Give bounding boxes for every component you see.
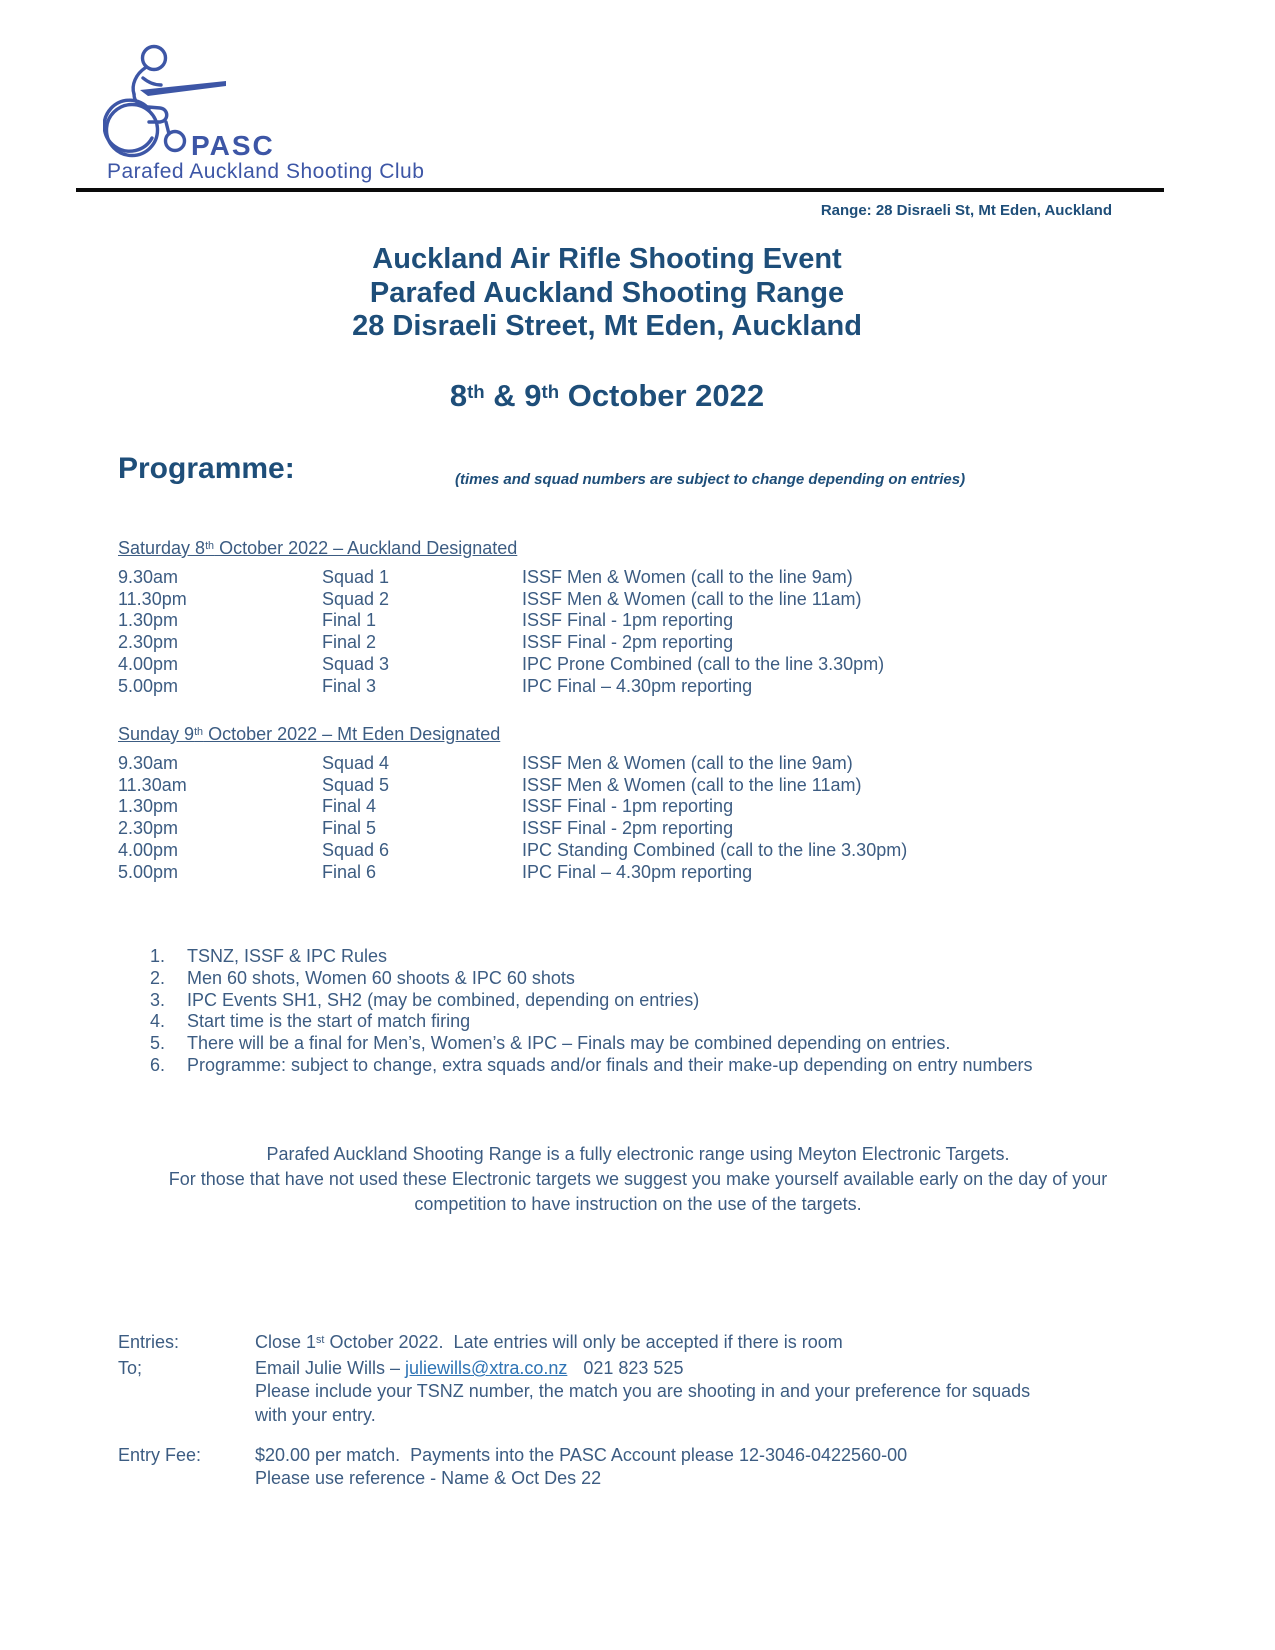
squad-cell: Final 1 — [322, 610, 377, 631]
electronic-targets-notice — [110, 1142, 1166, 1217]
detail-cell: ISSF Men & Women (call to the line 9am) — [522, 567, 853, 587]
rule-item — [150, 1033, 1150, 1055]
schedule-row — [118, 840, 1158, 862]
rule-text: Programme: subject to change, extra squads and/or finals and their make-up depending on entry numbers — [187, 1054, 1033, 1075]
rule-number: 4. — [150, 1011, 166, 1032]
saturday-rows — [118, 567, 1158, 697]
detail-cell: ISSF Men & Women (call to the line 11am) — [522, 588, 862, 609]
rule-text: IPC Events SH1, SH2 (may be combined, depending on entries) — [187, 989, 700, 1010]
detail-cell: ISSF Final - 1pm reporting — [522, 796, 734, 817]
superscript: st — [316, 1334, 325, 1347]
event-title-line: Auckland Air Rifle Shooting Event — [372, 243, 842, 275]
sunday-rows — [118, 753, 1158, 883]
superscript: th — [205, 540, 215, 553]
rule-number: 5. — [150, 1033, 166, 1054]
squad-cell: Squad 1 — [322, 567, 390, 587]
header-divider — [76, 188, 1164, 192]
entry-fee-label: Entry Fee: — [118, 1445, 202, 1465]
superscript: th — [194, 726, 204, 739]
event-dates: 8th & 9th October 2022 — [449, 378, 765, 413]
schedule-row — [118, 589, 1158, 611]
rule-item — [150, 968, 1150, 990]
notice-line: For those that have not used these Electronic targets we suggest you make yourself available early on the day of your — [168, 1169, 1108, 1189]
detail-cell: IPC Prone Combined (call to the line 3.30pm) — [522, 653, 885, 674]
squad-cell: Final 6 — [322, 861, 377, 882]
fee-reference-line: Please use reference - Name & Oct Des 22 — [255, 1468, 602, 1489]
entries-close-line: Close 1st October 2022. Late entries will only be accepted if there is room — [255, 1332, 843, 1352]
entries-to-row — [118, 1357, 1168, 1380]
rule-number: 2. — [150, 967, 166, 988]
detail-cell: ISSF Final - 2pm reporting — [522, 818, 734, 839]
schedule-row — [118, 610, 1158, 632]
entries-section — [118, 1331, 1168, 1427]
time-cell: 1.30pm — [118, 610, 179, 631]
entries-instruction-line-2: with your entry. — [255, 1404, 376, 1425]
rule-number: 3. — [150, 989, 166, 1010]
event-title-block — [76, 243, 1138, 344]
programme-heading: Programme: — [118, 452, 295, 485]
time-cell: 4.00pm — [118, 653, 179, 674]
time-cell: 2.30pm — [118, 632, 179, 653]
rule-number: 1. — [150, 946, 166, 966]
detail-cell: IPC Final – 4.30pm reporting — [522, 675, 753, 696]
squad-cell: Squad 4 — [322, 753, 390, 773]
rule-text: There will be a final for Men’s, Women’s & IPC – Finals may be combined depending on entries. — [187, 1033, 951, 1054]
detail-cell: IPC Final – 4.30pm reporting — [522, 861, 753, 882]
time-cell: 9.30am — [118, 753, 179, 773]
detail-cell: ISSF Men & Women (call to the line 9am) — [522, 753, 853, 773]
range-address-line: Range: 28 Disraeli St, Mt Eden, Auckland — [820, 202, 1112, 219]
entry-fee-line: $20.00 per match. Payments into the PASC Account please 12-3046-0422560-00 — [255, 1445, 908, 1465]
schedule-row — [118, 862, 1158, 884]
club-logo — [103, 42, 433, 187]
schedule-row — [118, 632, 1158, 654]
entry-fee-row — [118, 1444, 1168, 1467]
rules-list — [150, 946, 1150, 1077]
schedule-row — [118, 796, 1158, 818]
rule-number: 6. — [150, 1054, 166, 1075]
squad-cell: Squad 3 — [322, 653, 390, 674]
time-cell: 4.00pm — [118, 839, 179, 860]
entries-label: Entries: — [118, 1332, 180, 1352]
schedule-row — [118, 818, 1158, 840]
superscript: th — [467, 381, 485, 403]
time-cell: 5.00pm — [118, 675, 179, 696]
rule-text: Men 60 shots, Women 60 shoots & IPC 60 shots — [187, 967, 575, 988]
detail-cell: ISSF Final - 1pm reporting — [522, 610, 734, 631]
notice-line: Parafed Auckland Shooting Range is a fully electronic range using Meyton Electronic Targets. — [266, 1144, 1010, 1164]
time-cell: 5.00pm — [118, 861, 179, 882]
logo-name: Parafed Auckland Shooting Club — [107, 160, 425, 183]
rule-item — [150, 946, 1150, 968]
superscript: th — [541, 381, 560, 403]
schedule-row — [118, 775, 1158, 797]
event-title-line: 28 Disraeli Street, Mt Eden, Auckland — [352, 310, 862, 342]
rule-item — [150, 990, 1150, 1012]
schedule-row — [118, 567, 1158, 589]
email-link[interactable]: juliewills@xtra.co.nz — [405, 1358, 568, 1379]
to-label: To; — [118, 1358, 143, 1379]
squad-cell: Squad 5 — [322, 774, 390, 795]
entries-close-row — [118, 1331, 1168, 1357]
squad-cell: Final 2 — [322, 632, 377, 653]
programme-note: (times and squad numbers are subject to change depending on entries) — [455, 471, 966, 488]
event-title-line: Parafed Auckland Shooting Range — [369, 276, 845, 309]
time-cell: 1.30pm — [118, 796, 179, 817]
detail-cell: ISSF Final - 2pm reporting — [522, 632, 734, 653]
squad-cell: Squad 6 — [322, 839, 390, 860]
squad-cell: Squad 2 — [322, 588, 390, 609]
time-cell: 2.30pm — [118, 818, 179, 839]
rule-item — [150, 1011, 1150, 1033]
entry-fee-section — [118, 1444, 1168, 1490]
squad-cell: Final 4 — [322, 796, 377, 817]
schedule-row — [118, 654, 1158, 676]
saturday-heading: Saturday 8th October 2022 – Auckland Designated — [118, 538, 518, 558]
schedule-saturday — [118, 537, 1158, 697]
entries-instruction-row-1 — [118, 1380, 1168, 1403]
schedule-row — [118, 676, 1158, 698]
squad-cell: Final 3 — [322, 675, 377, 696]
schedule-sunday — [118, 723, 1158, 883]
detail-cell: ISSF Men & Women (call to the line 11am) — [522, 774, 862, 795]
notice-line: competition to have instruction on the use of the targets. — [414, 1194, 862, 1214]
rule-text: TSNZ, ISSF & IPC Rules — [187, 946, 388, 966]
email-line: Email Julie Wills – juliewills@xtra.co.nz 021 823 525 — [255, 1358, 684, 1379]
entries-instruction-row-2 — [118, 1404, 1168, 1427]
sunday-heading: Sunday 9th October 2022 – Mt Eden Designated — [118, 724, 501, 744]
rule-text: Start time is the start of match firing — [187, 1011, 471, 1032]
time-cell: 11.30pm — [118, 588, 187, 609]
time-cell: 9.30am — [118, 567, 179, 587]
schedule-row — [118, 753, 1158, 775]
time-cell: 11.30am — [118, 774, 187, 795]
detail-cell: IPC Standing Combined (call to the line 3.30pm) — [522, 839, 908, 860]
phone-number: 021 823 525 — [583, 1358, 684, 1379]
squad-cell: Final 5 — [322, 818, 377, 839]
entries-instruction-line-1: Please include your TSNZ number, the match you are shooting in and your preference for squads — [255, 1381, 1031, 1402]
logo-acronym: PASC — [191, 130, 275, 161]
fee-reference-row — [118, 1467, 1168, 1490]
rule-item — [150, 1055, 1150, 1077]
